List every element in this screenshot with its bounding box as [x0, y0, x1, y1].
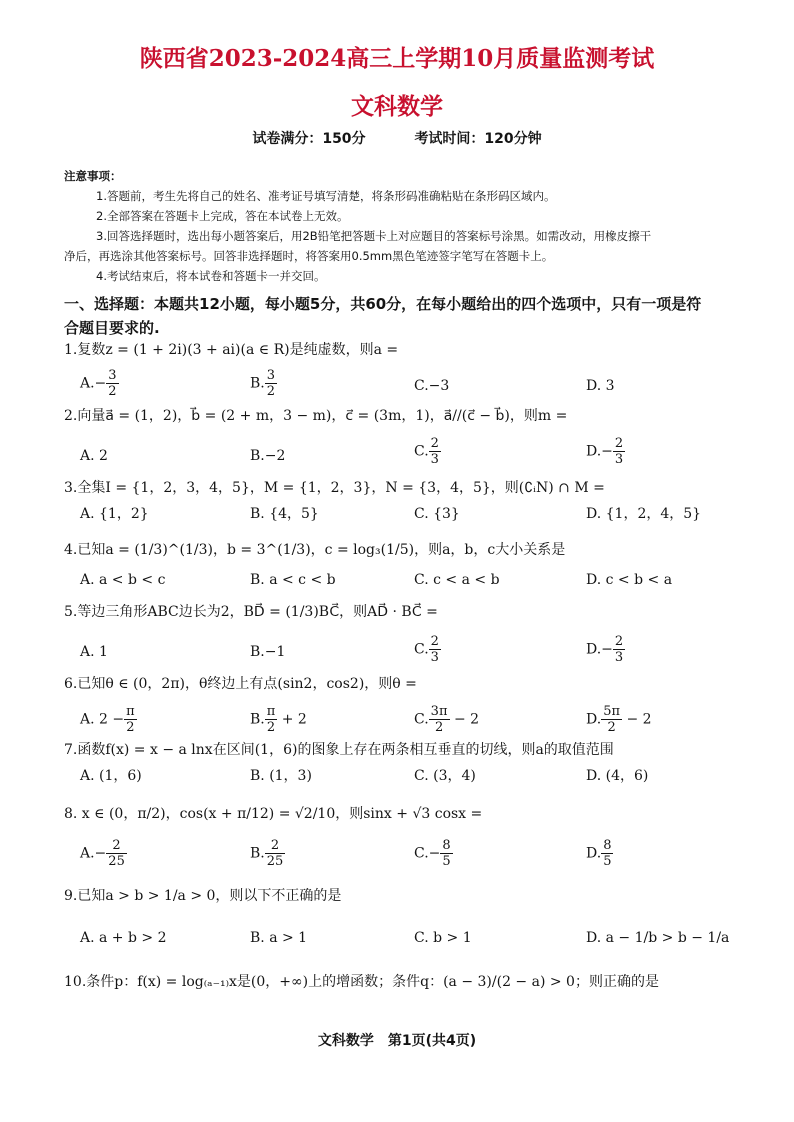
note-item: 1.答题前，考生先将自己的姓名、准考证号填写清楚，将条形码准确粘贴在条形码区域内。 [96, 189, 556, 203]
option-b: B. (1，3) [250, 768, 312, 784]
option-a: A. 2 [80, 448, 108, 464]
option-d: D.− $\frac{2}{3}$ [586, 634, 624, 665]
question-5: 5.等边三角形ABC边长为2，BD⃗ = (1/3)BC⃗，则AD⃗ · BC⃗ = [64, 604, 438, 620]
notes-block [64, 166, 754, 286]
note-item: 3.回答选择题时，选出每小题答案后，用2B铅笔把答题卡上对应题目的答案标号涂黑。如需改动，用橡皮擦干 [96, 229, 652, 243]
exam-title: 陕西省2023-2024高三上学期10月质量监测考试 [139, 45, 655, 72]
option-d: D. 3 [586, 378, 615, 394]
notes-heading: 注意事项： [64, 169, 122, 183]
option-a: A. {1，2} [80, 506, 149, 522]
option-b: B. a < c < b [250, 572, 336, 588]
option-b: B. {4，5} [250, 506, 319, 522]
note-item: 4.考试结束后，将本试卷和答题卡一并交回。 [96, 269, 326, 283]
full-score: 试卷满分：150分 [252, 131, 366, 147]
option-b: B. $\frac{2}{25}$ [250, 838, 284, 869]
option-d: D. (4，6) [586, 768, 649, 784]
question-8: 8. x ∈ (0，π/2)，cos(x + π/12) = √2/10，则sinx + √3 cosx = [64, 806, 483, 822]
page-footer: 文科数学 第1页(共4页) [317, 1033, 477, 1049]
option-c: C.−3 [414, 378, 450, 394]
option-d: D. c < b < a [586, 572, 673, 588]
option-d: D. a − 1/b > b − 1/a [586, 930, 730, 946]
question-4: 4.已知a = (1/3)^(1/3)，b = 3^(1/3)，c = log₃(1/5)，则a，b，c大小关系是 [64, 542, 566, 558]
option-b: B. $\frac{\pi}{2}$ + 2 [250, 704, 307, 735]
option-a: A. 1 [80, 644, 108, 660]
option-d: D. {1，2，4，5} [586, 506, 702, 522]
option-a: A. (1，6) [80, 768, 142, 784]
note-item: 2.全部答案在答题卡上完成，答在本试卷上无效。 [96, 209, 349, 223]
option-d: D. $\frac{5\pi}{2}$ − 2 [586, 704, 652, 735]
question-6: 6.已知θ ∈ (0，2π)，θ终边上有点(sin2，cos2)，则θ = [64, 676, 417, 692]
option-c: C. $\frac{2}{3}$ [414, 436, 439, 467]
option-c: C. b > 1 [414, 930, 472, 946]
option-c: C. $\frac{3\pi}{2}$ − 2 [414, 704, 480, 735]
option-b: B.−1 [250, 644, 286, 660]
note-item: 净后，再选涂其他答案标号。回答非选择题时，将答案用0.5mm黑色笔迹签字笔写在答题卡上。 [64, 249, 554, 263]
section-heading [64, 292, 754, 340]
question-1: 1.复数z = (1 + 2i)(3 + ai)(a ∈ R)是纯虚数，则a = [64, 342, 399, 358]
question-3: 3.全集I = {1，2，3，4，5}，M = {1，2，3}，N = {3，4，5}，则(∁ᵢN) ∩ M = [64, 480, 605, 496]
exam-subject: 文科数学 [351, 93, 443, 120]
exam-time: 考试时间：120分钟 [414, 131, 542, 147]
option-a: A. a < b < c [80, 572, 166, 588]
option-d: D.− $\frac{2}{3}$ [586, 436, 624, 467]
option-c: C. c < a < b [414, 572, 500, 588]
option-d: D. $\frac{8}{5}$ [586, 838, 612, 869]
option-c: C. {3} [414, 506, 460, 522]
option-a: A.− $\frac{2}{25}$ [80, 838, 125, 869]
question-7: 7.函数f(x) = x − a lnx在区间(1，6)的图象上存在两条相互垂直的切线，则a的取值范围 [64, 742, 614, 758]
option-c: C. $\frac{2}{3}$ [414, 634, 439, 665]
option-b: B. $\frac{3}{2}$ [250, 368, 276, 399]
exam-meta [0, 128, 794, 148]
option-a: A. 2 − $\frac{\pi}{2}$ [80, 704, 135, 735]
option-b: B. a > 1 [250, 930, 308, 946]
option-b: B.−2 [250, 448, 286, 464]
section-line: 一、选择题：本题共12小题，每小题5分，共60分，在每小题给出的四个选项中，只有一项是符 [64, 295, 702, 313]
question-10: 10.条件p：f(x) = log₍ₐ₋₁₎x是(0，+∞)上的增函数；条件q：(a − 3)/(2 − a) > 0；则正确的是 [64, 974, 659, 990]
option-c: C.− $\frac{8}{5}$ [414, 838, 451, 869]
option-a: A.− $\frac{3}{2}$ [80, 368, 117, 399]
question-2: 2.向量a⃗ = (1，2)，b⃗ = (2 + m，3 − m)，c⃗ = (3m，1)，a⃗//(c⃗ − b⃗)，则m = [64, 408, 568, 424]
option-c: C. (3，4) [414, 768, 476, 784]
question-9: 9.已知a > b > 1/a > 0，则以下不正确的是 [64, 888, 342, 904]
section-line: 合题目要求的. [64, 319, 160, 337]
option-a: A. a + b > 2 [80, 930, 167, 946]
